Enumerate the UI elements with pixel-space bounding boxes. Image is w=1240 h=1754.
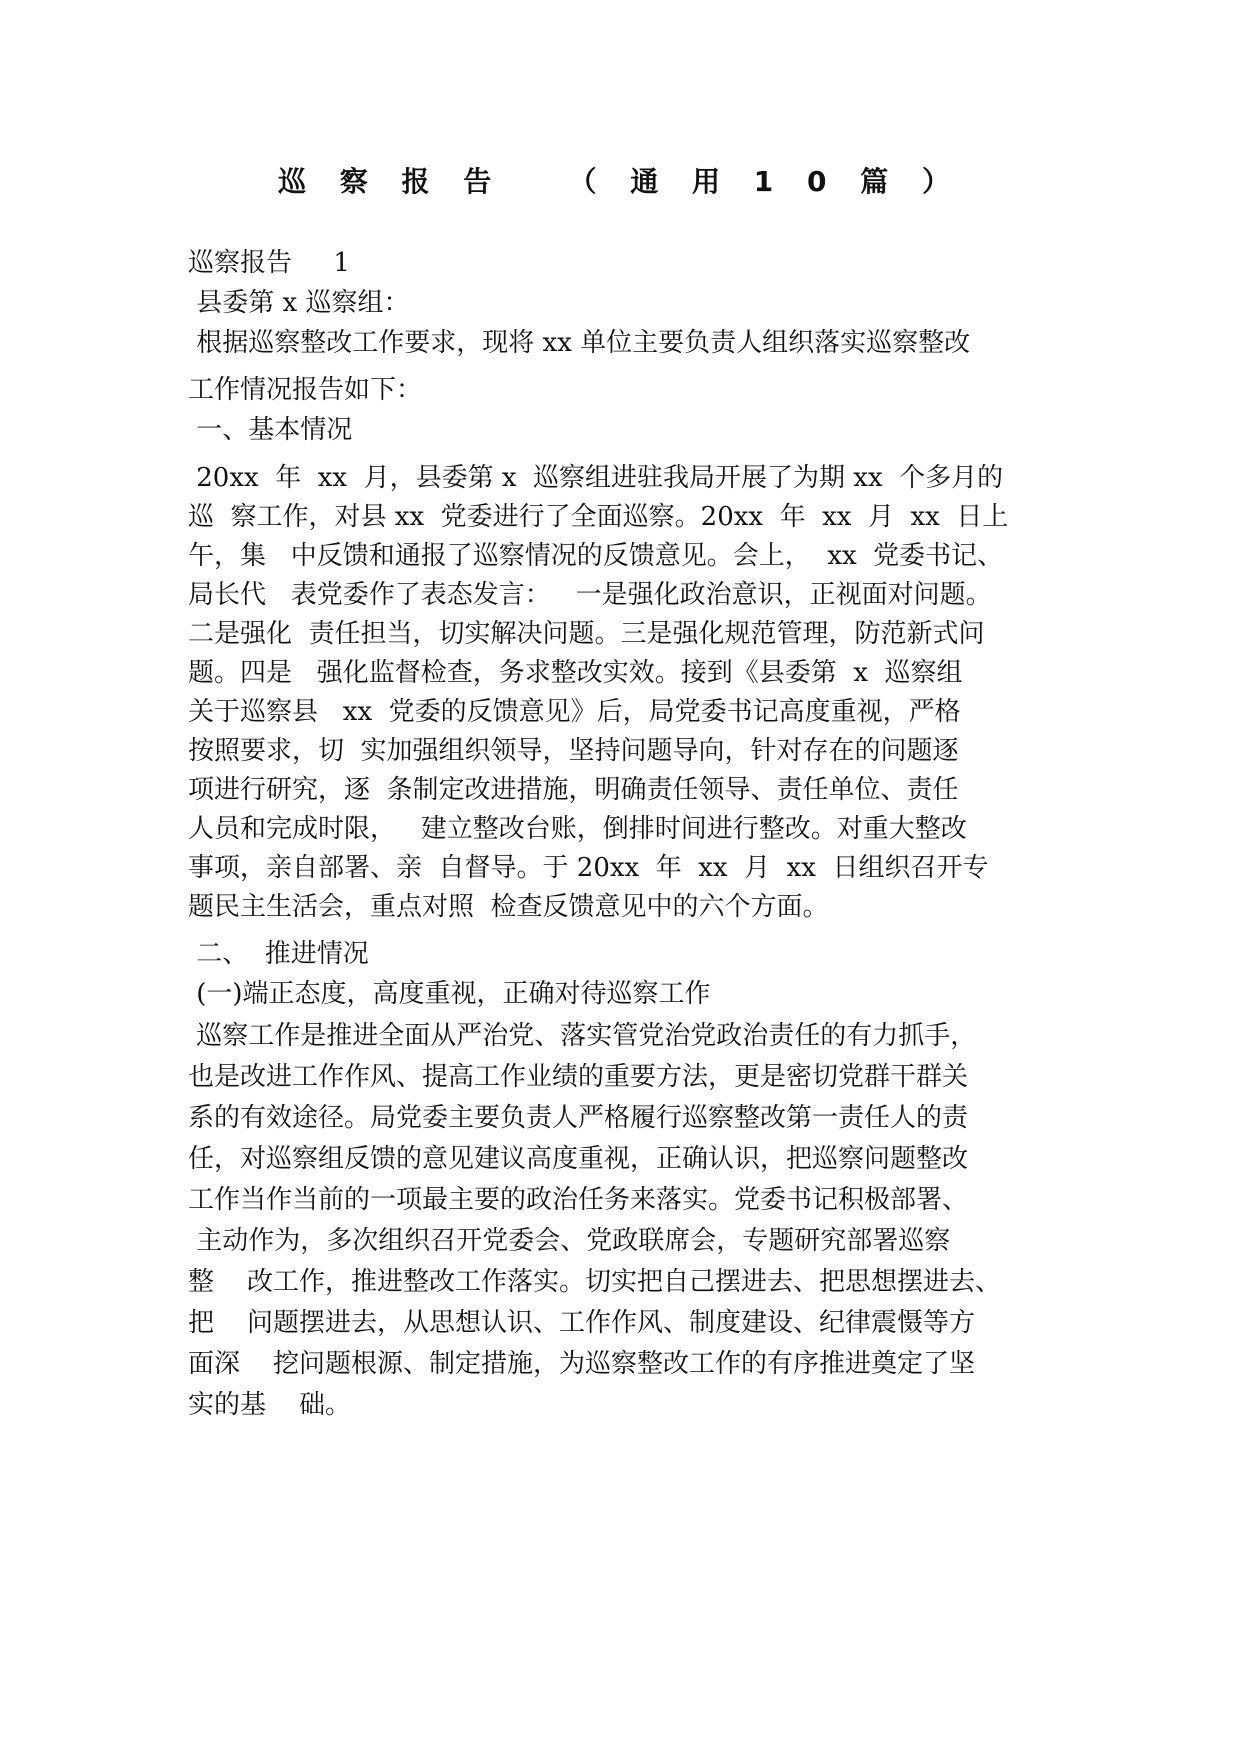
- body-line: 局长代 表党委作了表态发言： 一是强化政治意识，正视面对问题。: [188, 580, 992, 610]
- salutation: 县委第 x 巡察组：: [188, 288, 410, 318]
- body-line: 实的基 础。: [188, 1390, 352, 1420]
- body-line: 主动作为，多次组织召开党委会、党政联席会，专题研究部署巡察: [188, 1226, 951, 1256]
- body-line: 任，对巡察组反馈的意见建议高度重视，正确认识，把巡察问题整改: [188, 1144, 969, 1174]
- body-line: 20xx 年 xx 月，县委第 x 巡察组进驻我局开展了为期 xx 个多月的: [188, 463, 1004, 493]
- body-line: 工作当作当前的一项最主要的政治任务来落实。党委书记积极部署、: [188, 1185, 969, 1215]
- subsection-heading: (一)端正态度，高度重视，正确对待巡察工作: [188, 979, 711, 1009]
- body-line: 把 问题摆进去，从思想认识、工作作风、制度建设、纪律震慑等方: [188, 1308, 976, 1338]
- body-line: 午，集 中反馈和通报了巡察情况的反馈意见。会上， xx 党委书记、: [188, 541, 1004, 571]
- body-line: 事项，亲自部署、亲 自督导。于 20xx 年 xx 月 xx 日组织召开专: [188, 853, 989, 883]
- document-title: 巡 察 报 告 （ 通 用 1 0 篇 ）: [278, 165, 962, 198]
- section-heading: 二、 推进情况: [188, 939, 369, 969]
- body-line: 整 改工作，推进整改工作落实。切实把自己摆进去、把思想摆进去、: [188, 1267, 1002, 1297]
- body-line: 面深 挖问题根源、制定措施，为巡察整改工作的有序推进奠定了坚: [188, 1349, 976, 1379]
- body-line: 二是强化 责任担当，切实解决问题。三是强化规范管理，防范新式问: [188, 619, 985, 649]
- body-line: 巡察工作是推进全面从严治党、落实管党治党政治责任的有力抓手，: [188, 1021, 977, 1051]
- body-line: 巡 察工作，对县 xx 党委进行了全面巡察。20xx 年 xx 月 xx 日上: [188, 502, 1009, 532]
- body-line: 项进行研究，逐 条制定改进措施，明确责任领导、责任单位、责任: [188, 775, 959, 805]
- report-heading: 巡察报告 1: [188, 248, 350, 278]
- body-line: 工作情况报告如下：: [188, 375, 423, 405]
- body-line: 根据巡察整改工作要求，现将 xx 单位主要负责人组织落实巡察整改: [188, 328, 971, 358]
- body-line: 关于巡察县 xx 党委的反馈意见》后，局党委书记高度重视，严格: [188, 697, 961, 727]
- body-line: 也是改进工作作风、提高工作业绩的重要方法，更是密切党群干群关: [188, 1062, 969, 1092]
- body-line: 系的有效途径。局党委主要负责人严格履行巡察整改第一责任人的责: [188, 1103, 969, 1133]
- section-heading: 一、基本情况: [188, 415, 353, 445]
- body-line: 题民主生活会，重点对照 检查反馈意见中的六个方面。: [188, 892, 829, 922]
- body-line: 按照要求，切 实加强组织领导，坚持问题导向，针对存在的问题逐: [188, 736, 959, 766]
- body-line: 人员和完成时限， 建立整改台账，倒排时间进行整改。对重大整改: [188, 814, 967, 844]
- body-line: 题。四是 强化监督检查，务求整改实效。接到《县委第 x 巡察组: [188, 658, 963, 688]
